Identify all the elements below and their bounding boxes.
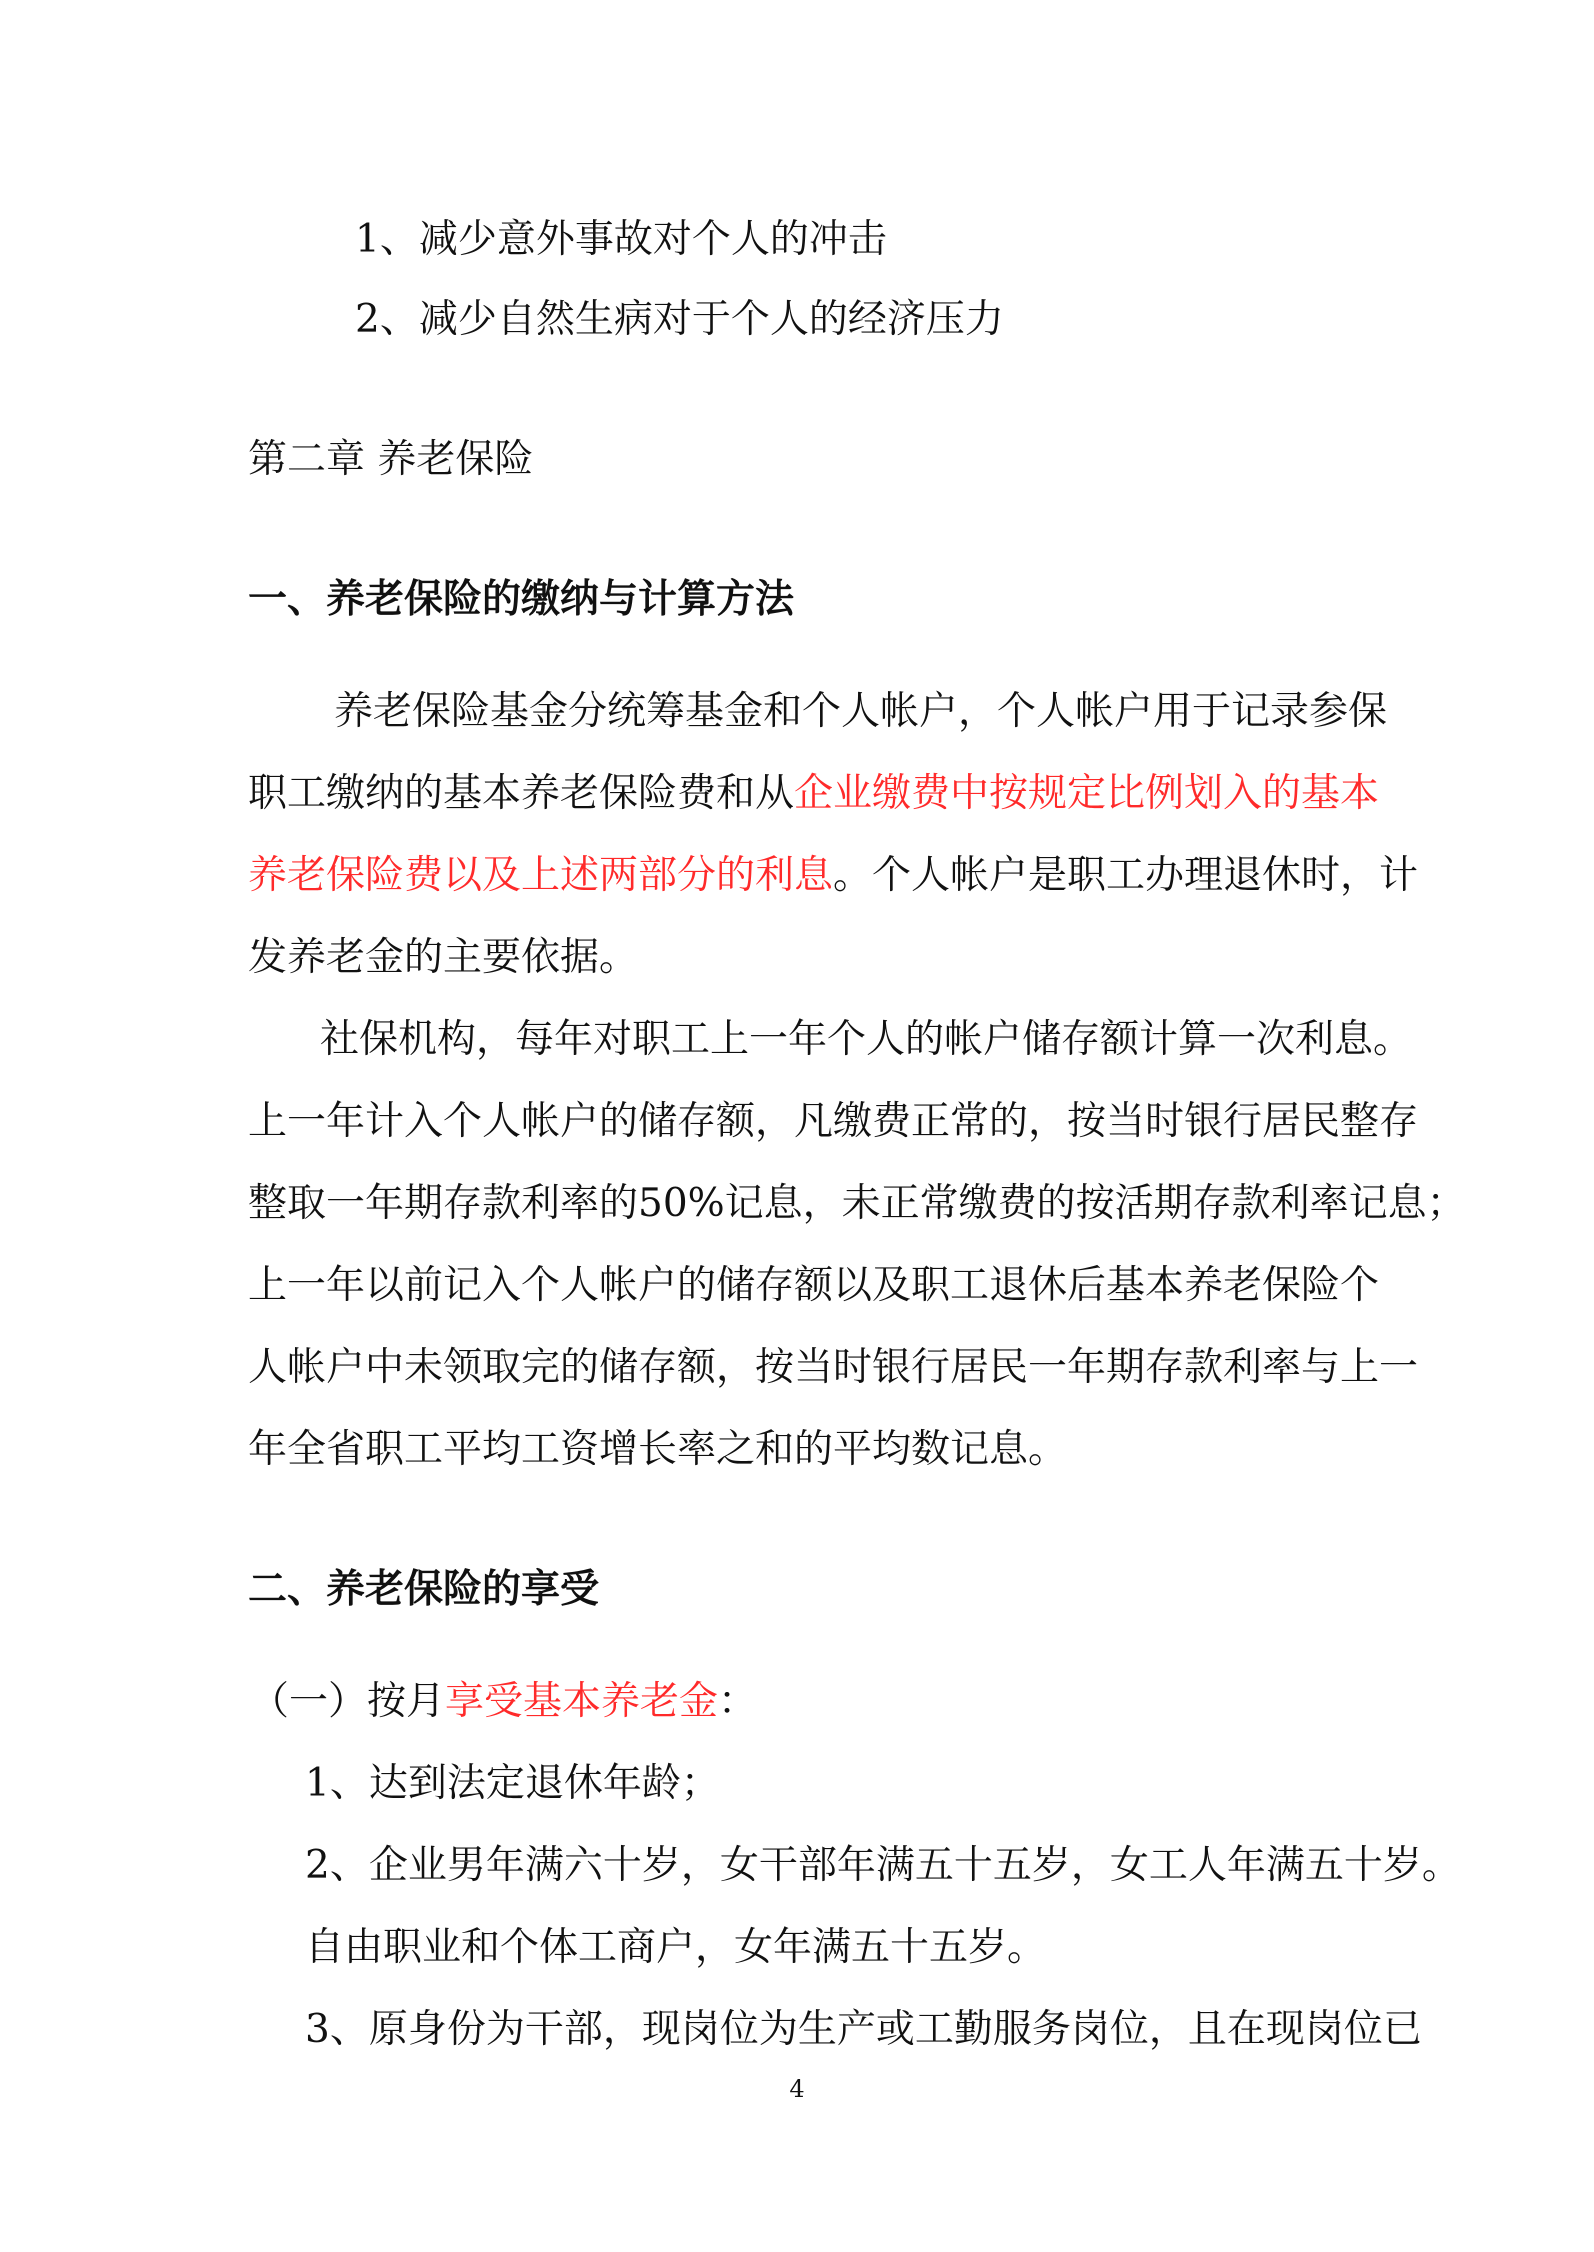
paragraph-2-line-2: 上一年计入个人帐户的储存额，凡缴费正常的，按当时银行居民整存 (248, 1099, 1419, 1144)
paragraph-1-line-2 (248, 764, 1380, 824)
paragraph-2-line-5: 人帐户中未领取完的储存额，按当时银行居民一年期存款利率与上一 (248, 1345, 1419, 1390)
paragraph-1-text: 职工缴纳的基本养老保险费和从 (248, 771, 795, 816)
paragraph-1-line-4: 发养老金的主要依据。 (248, 935, 639, 980)
paragraph-2-line-6: 年全省职工平均工资增长率之和的平均数记息。 (248, 1427, 1068, 1472)
condition-item-3: 3、原身份为干部，现岗位为生产或工勤服务岗位，且在现岗位已 (305, 2007, 1422, 2052)
subsection-label: （一）按月 (250, 1679, 446, 1724)
paragraph-1-line-3 (248, 846, 1419, 906)
paragraph-2-line-1: 社保机构，每年对职工上一年个人的帐户储存额计算一次利息。 (320, 1017, 1413, 1062)
subsection-colon: ： (718, 1679, 758, 1724)
paragraph-1-text: 。个人帐户是职工办理退休时，计 (833, 853, 1419, 898)
highlighted-text: 享受基本养老金 (445, 1679, 719, 1724)
condition-item-1: 1、达到法定退休年龄； (305, 1761, 720, 1806)
subsection-1-heading (250, 1672, 757, 1732)
highlighted-text: 养老保险费以及上述两部分的利息 (248, 853, 834, 898)
highlighted-text: 企业缴费中按规定比例划入的基本 (794, 771, 1380, 816)
page-number: 4 (789, 2075, 805, 2103)
chapter-title: 第二章 养老保险 (248, 437, 534, 482)
section-2-heading: 二、养老保险的享受 (248, 1567, 600, 1612)
condition-item-2-continued: 自由职业和个体工商户，女年满五十五岁。 (305, 1925, 1047, 1970)
paragraph-2-line-4: 上一年以前记入个人帐户的储存额以及职工退休后基本养老保险个 (248, 1263, 1380, 1308)
paragraph-2-line-3: 整取一年期存款利率的50%记息，未正常缴费的按活期存款利率记息； (248, 1181, 1466, 1226)
section-1-heading: 一、养老保险的缴纳与计算方法 (248, 577, 795, 622)
paragraph-1-line-1: 养老保险基金分统筹基金和个人帐户，个人帐户用于记录参保 (334, 689, 1388, 734)
condition-item-2: 2、企业男年满六十岁，女干部年满五十五岁，女工人年满五十岁。 (305, 1843, 1461, 1888)
list-item-2: 2、减少自然生病对于个人的经济压力 (355, 297, 1004, 342)
list-item-1: 1、减少意外事故对个人的冲击 (355, 217, 887, 262)
